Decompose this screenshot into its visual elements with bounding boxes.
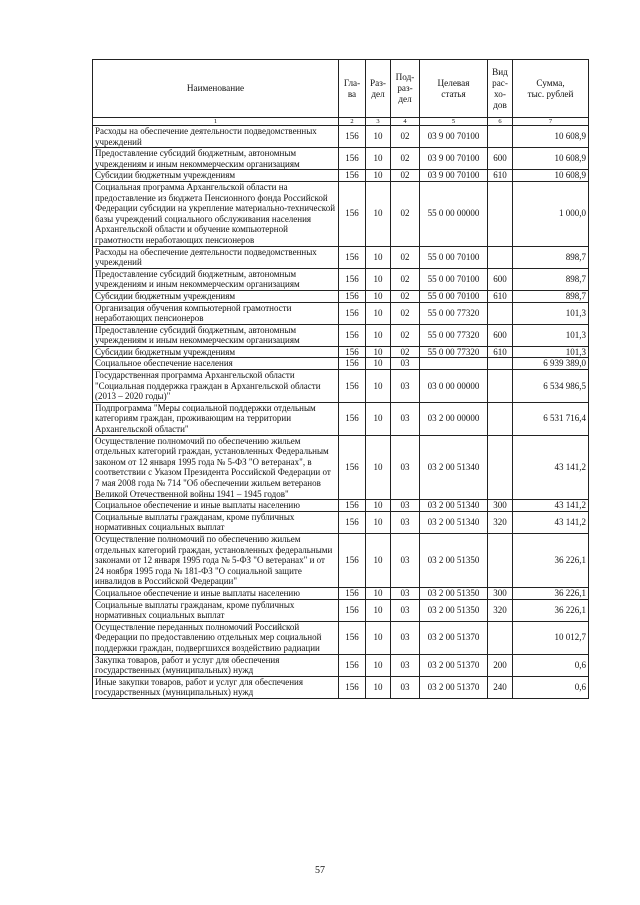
- column-number: 2: [339, 118, 366, 126]
- cell-section: 10: [366, 324, 391, 346]
- cell-section: 10: [366, 246, 391, 268]
- cell-name: Иные закупки товаров, работ и услуг для обеспечения государственных (муниципальных) нужд: [93, 676, 339, 698]
- cell-target-article: 03 0 00 00000: [420, 370, 488, 403]
- cell-expense-type: 600: [488, 268, 513, 290]
- cell-target-article: 55 0 00 00000: [420, 181, 488, 246]
- cell-chapter: 156: [339, 126, 366, 148]
- cell-subsection: 02: [391, 290, 420, 302]
- cell-name: Расходы на обеспечение деятельности подведомственных учреждений: [93, 246, 339, 268]
- cell-chapter: 156: [339, 511, 366, 533]
- cell-subsection: 03: [391, 402, 420, 435]
- cell-expense-type: [488, 621, 513, 654]
- cell-section: 10: [366, 181, 391, 246]
- cell-subsection: 03: [391, 358, 420, 370]
- cell-section: 10: [366, 500, 391, 512]
- cell-expense-type: [488, 358, 513, 370]
- cell-subsection: 03: [391, 435, 420, 500]
- cell-sum: 43 141,2: [513, 500, 589, 512]
- cell-section: 10: [366, 587, 391, 599]
- table-row: [93, 621, 589, 654]
- header-subsection: Под- раз- дел: [391, 60, 420, 118]
- table-row: [93, 654, 589, 676]
- table-row: [93, 346, 589, 358]
- cell-name: Социальное обеспечение и иные выплаты населению: [93, 587, 339, 599]
- column-number: 6: [488, 118, 513, 126]
- cell-target-article: 55 0 00 77320: [420, 324, 488, 346]
- cell-name: Предоставление субсидий бюджетным, автономным учреждениям и иным некоммерческим организациям: [93, 148, 339, 170]
- cell-section: 10: [366, 346, 391, 358]
- table-row: [93, 402, 589, 435]
- column-number-row: [93, 118, 589, 126]
- header-row: [93, 60, 589, 118]
- cell-chapter: 156: [339, 324, 366, 346]
- cell-sum: 898,7: [513, 290, 589, 302]
- cell-target-article: 03 2 00 51340: [420, 435, 488, 500]
- table-row: [93, 290, 589, 302]
- cell-expense-type: 320: [488, 599, 513, 621]
- cell-sum: 10 608,9: [513, 170, 589, 182]
- cell-sum: 6 939 389,0: [513, 358, 589, 370]
- cell-chapter: 156: [339, 599, 366, 621]
- cell-name: Субсидии бюджетным учреждениям: [93, 346, 339, 358]
- cell-sum: 36 226,1: [513, 587, 589, 599]
- cell-name: Социальные выплаты гражданам, кроме публичных нормативных социальных выплат: [93, 511, 339, 533]
- cell-target-article: [420, 358, 488, 370]
- cell-section: 10: [366, 170, 391, 182]
- cell-target-article: 03 2 00 51350: [420, 587, 488, 599]
- cell-chapter: 156: [339, 533, 366, 587]
- cell-subsection: 03: [391, 533, 420, 587]
- cell-subsection: 02: [391, 181, 420, 246]
- cell-name: Организация обучения компьютерной грамотности неработающих пенсионеров: [93, 302, 339, 324]
- cell-name: Закупка товаров, работ и услуг для обеспечения государственных (муниципальных) нужд: [93, 654, 339, 676]
- cell-subsection: 02: [391, 302, 420, 324]
- column-number: 1: [93, 118, 339, 126]
- cell-subsection: 02: [391, 324, 420, 346]
- cell-target-article: 03 2 00 51350: [420, 599, 488, 621]
- cell-sum: 10 012,7: [513, 621, 589, 654]
- cell-sum: 1 000,0: [513, 181, 589, 246]
- cell-expense-type: 300: [488, 500, 513, 512]
- table-body: [93, 126, 589, 699]
- cell-chapter: 156: [339, 181, 366, 246]
- cell-sum: 43 141,2: [513, 435, 589, 500]
- table-row: [93, 246, 589, 268]
- table-row: [93, 302, 589, 324]
- table-row: [93, 170, 589, 182]
- cell-expense-type: 600: [488, 324, 513, 346]
- cell-sum: 101,3: [513, 302, 589, 324]
- cell-chapter: 156: [339, 346, 366, 358]
- cell-chapter: 156: [339, 435, 366, 500]
- cell-chapter: 156: [339, 170, 366, 182]
- cell-section: 10: [366, 621, 391, 654]
- table-row: [93, 370, 589, 403]
- cell-expense-type: [488, 302, 513, 324]
- header-name: Наименование: [93, 60, 339, 118]
- table-row: [93, 181, 589, 246]
- cell-subsection: 02: [391, 268, 420, 290]
- table-row: [93, 533, 589, 587]
- cell-target-article: 03 2 00 51340: [420, 511, 488, 533]
- table-row: [93, 358, 589, 370]
- table-row: [93, 324, 589, 346]
- column-number: 3: [366, 118, 391, 126]
- table-row: [93, 511, 589, 533]
- cell-sum: 0,6: [513, 654, 589, 676]
- cell-expense-type: [488, 370, 513, 403]
- cell-chapter: 156: [339, 246, 366, 268]
- cell-subsection: 03: [391, 676, 420, 698]
- cell-section: 10: [366, 268, 391, 290]
- cell-name: Субсидии бюджетным учреждениям: [93, 170, 339, 182]
- cell-target-article: 03 9 00 70100: [420, 126, 488, 148]
- cell-expense-type: 200: [488, 654, 513, 676]
- header-expense-type: Вид рас- хо- дов: [488, 60, 513, 118]
- cell-sum: 36 226,1: [513, 533, 589, 587]
- cell-sum: 898,7: [513, 246, 589, 268]
- cell-target-article: 55 0 00 70100: [420, 246, 488, 268]
- table-row: [93, 676, 589, 698]
- cell-target-article: 03 2 00 51350: [420, 533, 488, 587]
- cell-name: Осуществление полномочий по обеспечению жильем отдельных категорий граждан, установленных федеральными законами от 12 января 1995 года № 5-ФЗ "О ветеранах" и от 24 ноября 1995 года № 181-ФЗ "О социальной защите инвалидов в Российской Федерации": [93, 533, 339, 587]
- header-chapter: Гла- ва: [339, 60, 366, 118]
- cell-section: 10: [366, 511, 391, 533]
- cell-chapter: 156: [339, 500, 366, 512]
- cell-sum: 101,3: [513, 324, 589, 346]
- cell-chapter: 156: [339, 587, 366, 599]
- cell-expense-type: 240: [488, 676, 513, 698]
- cell-chapter: 156: [339, 148, 366, 170]
- cell-subsection: 02: [391, 126, 420, 148]
- cell-chapter: 156: [339, 302, 366, 324]
- cell-subsection: 02: [391, 346, 420, 358]
- cell-expense-type: [488, 435, 513, 500]
- table-row: [93, 599, 589, 621]
- table-row: [93, 500, 589, 512]
- cell-expense-type: [488, 246, 513, 268]
- cell-expense-type: 300: [488, 587, 513, 599]
- cell-subsection: 03: [391, 599, 420, 621]
- cell-sum: 36 226,1: [513, 599, 589, 621]
- cell-target-article: 03 2 00 51340: [420, 500, 488, 512]
- cell-expense-type: 320: [488, 511, 513, 533]
- cell-name: Социальные выплаты гражданам, кроме публичных нормативных социальных выплат: [93, 599, 339, 621]
- cell-name: Социальная программа Архангельской области на предоставление из бюджета Пенсионного фонда Российской Федерации субсидии на укрепление материально-технической базы учреждений социального обслуживания населения Архангельской области и обучение компьютерной грамотности неработающих пенсионеров: [93, 181, 339, 246]
- budget-table: [92, 59, 589, 699]
- cell-name: Предоставление субсидий бюджетным, автономным учреждениям и иным некоммерческим организациям: [93, 324, 339, 346]
- cell-name: Субсидии бюджетным учреждениям: [93, 290, 339, 302]
- cell-target-article: 03 9 00 70100: [420, 148, 488, 170]
- cell-sum: 10 608,9: [513, 126, 589, 148]
- cell-section: 10: [366, 302, 391, 324]
- cell-sum: 0,6: [513, 676, 589, 698]
- cell-target-article: 03 2 00 00000: [420, 402, 488, 435]
- cell-target-article: 55 0 00 70100: [420, 268, 488, 290]
- column-number: 5: [420, 118, 488, 126]
- cell-name: Осуществление полномочий по обеспечению жильем отдельных категорий граждан, установленных Федеральным законом от 12 января 1995 года № 5-ФЗ "О ветеранах", в соответствии с Указом Президента Российской Федерации от 7 мая 2008 года № 714 "Об обеспечении жильем ветеранов Великой Отечественной войны 1941 – 1945 годов": [93, 435, 339, 500]
- header-target-article: Целевая статья: [420, 60, 488, 118]
- cell-expense-type: [488, 533, 513, 587]
- cell-section: 10: [366, 358, 391, 370]
- cell-chapter: 156: [339, 654, 366, 676]
- cell-section: 10: [366, 148, 391, 170]
- cell-subsection: 03: [391, 621, 420, 654]
- column-number: 4: [391, 118, 420, 126]
- cell-sum: 6 531 716,4: [513, 402, 589, 435]
- budget-document: [92, 59, 588, 699]
- table-row: [93, 435, 589, 500]
- cell-expense-type: 610: [488, 170, 513, 182]
- cell-expense-type: 610: [488, 346, 513, 358]
- cell-target-article: 03 9 00 70100: [420, 170, 488, 182]
- cell-section: 10: [366, 654, 391, 676]
- cell-name: Осуществление переданных полномочий Российской Федерации по предоставлению отдельных мер социальной поддержки граждан, подвергшихся воздействию радиации: [93, 621, 339, 654]
- cell-name: Социальное обеспечение и иные выплаты населению: [93, 500, 339, 512]
- cell-name: Расходы на обеспечение деятельности подведомственных учреждений: [93, 126, 339, 148]
- cell-chapter: 156: [339, 370, 366, 403]
- cell-subsection: 03: [391, 654, 420, 676]
- table-row: [93, 148, 589, 170]
- cell-target-article: 03 2 00 51370: [420, 621, 488, 654]
- cell-sum: 10 608,9: [513, 148, 589, 170]
- cell-subsection: 02: [391, 246, 420, 268]
- cell-sum: 6 534 986,5: [513, 370, 589, 403]
- cell-expense-type: 600: [488, 148, 513, 170]
- cell-target-article: 03 2 00 51370: [420, 654, 488, 676]
- cell-sum: 43 141,2: [513, 511, 589, 533]
- cell-section: 10: [366, 402, 391, 435]
- cell-name: Подпрограмма "Меры социальной поддержки отдельным категориям граждан, проживающим на территории Архангельской области": [93, 402, 339, 435]
- cell-chapter: 156: [339, 402, 366, 435]
- cell-section: 10: [366, 435, 391, 500]
- table-row: [93, 587, 589, 599]
- cell-section: 10: [366, 599, 391, 621]
- cell-section: 10: [366, 533, 391, 587]
- cell-target-article: 55 0 00 77320: [420, 346, 488, 358]
- table-row: [93, 268, 589, 290]
- cell-subsection: 03: [391, 587, 420, 599]
- cell-chapter: 156: [339, 358, 366, 370]
- cell-subsection: 02: [391, 170, 420, 182]
- cell-chapter: 156: [339, 290, 366, 302]
- header-section: Раз- дел: [366, 60, 391, 118]
- cell-name: Государственная программа Архангельской области "Социальная поддержка граждан в Архангельской области (2013 – 2020 годы)": [93, 370, 339, 403]
- cell-name: Социальное обеспечение населения: [93, 358, 339, 370]
- cell-chapter: 156: [339, 268, 366, 290]
- table-row: [93, 126, 589, 148]
- cell-section: 10: [366, 676, 391, 698]
- cell-target-article: 55 0 00 77320: [420, 302, 488, 324]
- cell-subsection: 02: [391, 148, 420, 170]
- cell-sum: 898,7: [513, 268, 589, 290]
- cell-chapter: 156: [339, 676, 366, 698]
- cell-name: Предоставление субсидий бюджетным, автономным учреждениям и иным некоммерческим организациям: [93, 268, 339, 290]
- cell-section: 10: [366, 370, 391, 403]
- cell-target-article: 03 2 00 51370: [420, 676, 488, 698]
- cell-expense-type: 610: [488, 290, 513, 302]
- cell-subsection: 03: [391, 500, 420, 512]
- cell-section: 10: [366, 126, 391, 148]
- header-sum: Сумма, тыс. рублей: [513, 60, 589, 118]
- page-number: 57: [315, 865, 325, 876]
- cell-expense-type: [488, 402, 513, 435]
- cell-expense-type: [488, 126, 513, 148]
- cell-expense-type: [488, 181, 513, 246]
- column-number: 7: [513, 118, 589, 126]
- cell-section: 10: [366, 290, 391, 302]
- cell-target-article: 55 0 00 70100: [420, 290, 488, 302]
- cell-sum: 101,3: [513, 346, 589, 358]
- cell-subsection: 03: [391, 511, 420, 533]
- cell-chapter: 156: [339, 621, 366, 654]
- cell-subsection: 03: [391, 370, 420, 403]
